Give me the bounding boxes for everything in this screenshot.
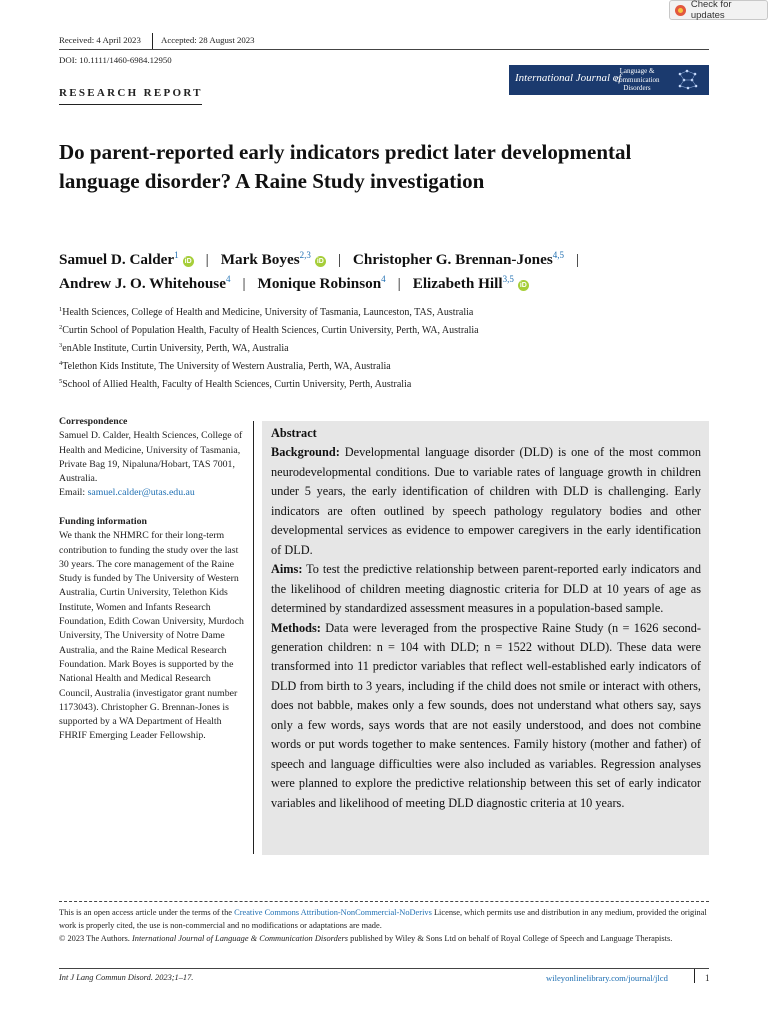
- abstract-heading: Abstract: [271, 426, 317, 440]
- author-affiliation-ref[interactable]: 4,5: [552, 250, 565, 260]
- author-affiliation-ref[interactable]: 1: [174, 250, 179, 260]
- journal-citation: Int J Lang Commun Disord. 2023;1–17.: [59, 973, 194, 982]
- funding-body: We thank the NHMRC for their long-term contribution to funding the study over the last 30 years. The core management of the Raine Study is funded by The University of Western Australia, Curtin University, Telethon Kids Institute, Women and Infants Research Foundation, Edith Cowan University, Murdoch University, The University of Notre Dame Australia, and the Raine Medical Research Foundation. Mark Boyes is supported by the National Health and Medical Research Council, Australia (investigator grant number 1173043). Christopher G. Brennan-Jones is supported by a WA Department of Health FHRIF Emerging Leader Fellowship.: [59, 530, 244, 742]
- footnote-divider: [59, 901, 709, 902]
- author-name[interactable]: Monique Robinson: [257, 275, 382, 292]
- footer-divider: [694, 969, 695, 983]
- affiliation-number: 2: [59, 324, 63, 331]
- section-underline: [59, 104, 202, 105]
- affiliation-text: Curtin School of Population Health, Faculty of Health Sciences, Curtin University, Perth, WA, Australia: [62, 325, 479, 336]
- background-text: Developmental language disorder (DLD) is one of the most common neurodevelopmental conditions. Due to variable rates of language growth in children under 5 years, the early identification of children with DLD is challenging. Early indicators are often outlined by speech pathology regulatory bodies and other developmental services as evidence to empower caregivers in the early identification of DLD.: [271, 445, 701, 557]
- page-number: 1: [705, 973, 710, 983]
- check-for-updates-label: Check for updates: [690, 0, 732, 21]
- section-label: RESEARCH REPORT: [59, 87, 203, 99]
- affiliation-number: 4: [59, 360, 63, 367]
- affiliation: [59, 306, 473, 318]
- journal-name-line: Disorders: [623, 84, 651, 93]
- author-separator: |: [242, 275, 246, 292]
- affiliation-number: 5: [59, 378, 63, 385]
- background-label: Background:: [271, 445, 340, 460]
- author-line-2: [59, 274, 529, 293]
- journal-url-link[interactable]: wileyonlinelibrary.com/journal/jlcd: [546, 973, 668, 983]
- abstract-methods: [271, 619, 701, 814]
- journal-name-line: Language &: [619, 67, 655, 75]
- correspondence-body: Samuel D. Calder, Health Sciences, College of Health and Medicine, University of Tasmania, Private Bag 19, Nipaluna/Hobart, TAS 7001, Australia.: [59, 430, 243, 485]
- crossmark-icon: [675, 5, 686, 16]
- doi: DOI: 10.1111/1460-6984.12950: [59, 55, 172, 65]
- orcid-icon[interactable]: iD: [316, 258, 324, 265]
- author-separator: |: [576, 251, 580, 268]
- received-date: Received: 4 April 2023: [59, 35, 141, 45]
- journal-name-right: [602, 67, 672, 93]
- affiliation-number: 1: [59, 306, 63, 313]
- license-text: License, which permits use and distribution in any medium, provided the original work is properly cited, the use is non-commercial and no modifications or adaptations are made.: [59, 908, 707, 931]
- author-separator: |: [397, 275, 401, 292]
- license-text: This is an open access article under the terms of the: [59, 908, 233, 917]
- abstract-box: [262, 421, 709, 855]
- affiliation-text: enAble Institute, Curtin University, Perth, WA, Australia: [62, 343, 289, 354]
- author-affiliation-ref[interactable]: 3,5: [502, 274, 514, 284]
- affiliation: [59, 324, 479, 336]
- abstract-background: [271, 443, 701, 560]
- aims-text: To test the predictive relationship between parent-reported early indicators and the likelihood of children meeting diagnostic criteria for DLD at 10 years of age as determined by standardized assessment measures in a population-based sample.: [271, 562, 701, 616]
- correspondence-block: [59, 415, 244, 501]
- journal-emblem-icon: [675, 68, 701, 92]
- funding-block: [59, 515, 244, 744]
- author-affiliation-ref[interactable]: 4: [381, 274, 386, 284]
- methods-text: Data were leveraged from the prospective Raine Study (n = 1626 second-generation children: n = 104 with DLD; n = 1522 without DLD). These data were transformed into 11 predictor variables that reflect well-established early indicators of DLD from birth to 3 years, including if the child does not smile or interact with others, does not babble, makes only a few sounds, does not understand what others say, says only a few words, says words that are not easily understood, and does not combine words or put words together to make sentences. Family history (mother and father) of speech and language difficulties were also included as variables. Regression analyses were planned to explore the predictive relationship between this set of early indicator variables and likelihood of meeting DLD diagnostic criteria at 10 years.: [271, 620, 701, 810]
- author-affiliation-ref[interactable]: 4: [225, 274, 231, 284]
- abstract-aims: [271, 560, 701, 618]
- correspondence-heading: Correspondence: [59, 416, 128, 427]
- journal-name-left: International Journal of: [515, 72, 622, 84]
- email-link[interactable]: samuel.calder@utas.edu.au: [87, 487, 195, 499]
- copyright-text: © 2023 The Authors.: [59, 934, 130, 944]
- author-separator: |: [337, 251, 341, 268]
- orcid-icon[interactable]: iD: [184, 258, 192, 265]
- copyright-text: published by Wiley & Sons Ltd on behalf of Royal College of Speech and Language Therapists.: [350, 934, 673, 944]
- affiliation: [59, 360, 391, 372]
- affiliation-text: School of Allied Health, Faculty of Health Sciences, Curtin University, Perth, Australia: [62, 379, 412, 390]
- journal-name-line: Communication: [614, 75, 660, 84]
- copyright-journal: International Journal of Language & Communication Disorders: [131, 934, 349, 944]
- email-label: Email:: [59, 487, 86, 499]
- author-name[interactable]: Elizabeth Hill: [412, 275, 503, 292]
- aims-label: Aims:: [271, 562, 303, 577]
- accepted-date: Accepted: 28 August 2023: [161, 35, 255, 45]
- check-for-updates-button[interactable]: [669, 0, 768, 20]
- author-line-1: [59, 250, 591, 269]
- abstract-divider: [253, 421, 254, 854]
- author-separator: |: [205, 251, 209, 268]
- affiliation: [59, 342, 289, 354]
- article-title: Do parent-reported early indicators predict later developmental language disorder? A Raine Study investigation: [59, 140, 632, 193]
- author-name[interactable]: Andrew J. O. Whitehouse: [59, 275, 226, 292]
- methods-label: Methods:: [271, 620, 321, 635]
- license-note: [59, 906, 709, 946]
- funding-heading: Funding information: [59, 516, 147, 527]
- footer-rule: [59, 968, 709, 969]
- author-affiliation-ref[interactable]: 2,3: [299, 250, 311, 260]
- orcid-icon[interactable]: iD: [519, 282, 527, 289]
- author-name[interactable]: Mark Boyes: [220, 251, 300, 268]
- affiliation-text: Health Sciences, College of Health and Medicine, University of Tasmania, Launceston, TAS, Australia: [62, 307, 474, 318]
- license-link[interactable]: Creative Commons Attribution-NonCommercial-NoDerivs: [234, 908, 432, 917]
- header-rule: [59, 49, 709, 50]
- header-divider: [152, 33, 153, 49]
- journal-logo: [509, 65, 709, 95]
- correspondence-email-line: [59, 486, 244, 500]
- affiliation-number: 3: [59, 342, 63, 349]
- author-name[interactable]: Samuel D. Calder: [59, 251, 175, 268]
- affiliation-text: Telethon Kids Institute, The University of Western Australia, Perth, WA, Australia: [62, 361, 391, 372]
- affiliation: [59, 378, 411, 390]
- author-name[interactable]: Christopher G. Brennan-Jones: [352, 251, 553, 268]
